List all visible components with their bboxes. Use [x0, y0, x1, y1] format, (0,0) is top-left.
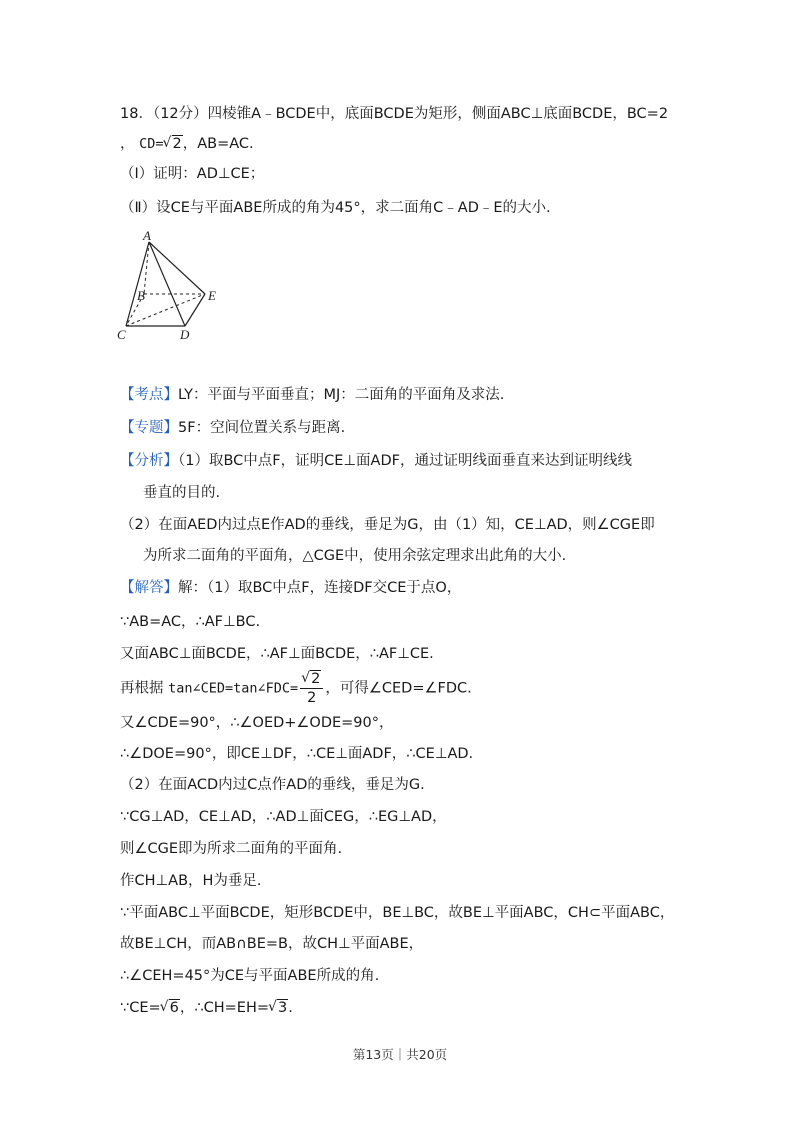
step-13-b: ，∴CH=EH=: [179, 1000, 270, 1016]
step-8: 则∠CGE即为所求二面角的平面角.: [120, 841, 343, 857]
edge-de: [185, 294, 205, 326]
problem-line-2-post: ，AB=AC.: [182, 136, 254, 152]
jieda-tag: 【解答】: [120, 580, 178, 596]
cd-radicand: 2: [172, 136, 182, 152]
edge-ae: [149, 242, 205, 294]
zhuanti-tag: 【专题】: [120, 420, 178, 436]
cd-sqrt: [164, 134, 183, 154]
step-3-expr: tan∠CED=tan∠FDC=: [168, 680, 299, 697]
problem-line-2-pre: ，: [120, 136, 135, 152]
zhuanti-line: [120, 418, 345, 438]
step-9: 作CH⊥AB，H为垂足.: [120, 873, 262, 889]
step-6: （2）在面ACD内过C点作AD的垂线，垂足为G.: [120, 777, 425, 793]
part-1: （Ⅰ）证明：AD⊥CE；: [120, 166, 265, 182]
problem-line-2: [120, 134, 254, 154]
label-b: B: [137, 288, 145, 303]
sqrt6-radicand: 6: [169, 1000, 179, 1016]
sqrt2-over-2: [300, 670, 323, 707]
page-footer: 第13页｜共20页: [352, 1047, 448, 1062]
step-3: [120, 670, 472, 707]
step-4: 又∠CDE=90°，∴∠OED+∠ODE=90°，: [120, 715, 394, 731]
edge-ac: [126, 242, 149, 326]
frac-num-sqrt: [302, 670, 321, 688]
label-a: A: [143, 228, 151, 243]
edge-ad: [149, 242, 185, 326]
frac-den: 2: [307, 690, 317, 706]
frac-num-radicand: 2: [311, 671, 321, 687]
fenxi-text-1b: 垂直的目的.: [143, 485, 221, 501]
step-13-a: ∵CE=: [120, 1000, 161, 1016]
fenxi-line: [120, 451, 632, 471]
fenxi-text-1: （1）取BC中点F，证明CE⊥面ADF，通过证明线面垂直来达到证明线线: [178, 453, 632, 469]
zhuanti-text: 5F：空间位置关系与距离.: [178, 420, 346, 436]
step-5: ∴∠DOE=90°，即CE⊥DF，∴CE⊥面ADF，∴CE⊥AD.: [120, 746, 474, 762]
kaodian-text: LY：平面与平面垂直；MJ：二面角的平面角及求法.: [178, 387, 505, 403]
step-2: 又面ABC⊥面BCDE，∴AF⊥面BCDE，∴AF⊥CE.: [120, 646, 434, 662]
label-d: D: [180, 327, 190, 342]
step-12: ∴∠CEH=45°为CE与平面ABE所成的角.: [120, 968, 380, 984]
fenxi-text-2b: 为所求二面角的平面角，△CGE中，使用余弦定理求出此角的大小.: [143, 548, 567, 564]
step-1: ∵AB=AC，∴AF⊥BC.: [120, 614, 261, 630]
fenxi-tag: 【分析】: [120, 453, 178, 469]
step-11: 故BE⊥CH，而AB∩BE=B，故CH⊥平面ABE，: [120, 936, 424, 952]
part-2: （Ⅱ）设CE与平面ABE所成的角为45°，求二面角C﹣AD﹣E的大小.: [120, 200, 551, 216]
step-13-c: .: [288, 1000, 293, 1016]
kaodian-line: [120, 385, 504, 405]
fenxi-text-2: （2）在面AED内过点E作AD的垂线，垂足为G，由（1）知，CE⊥AD，则∠CGE即: [120, 517, 655, 533]
label-e: E: [208, 288, 216, 303]
step-3-pre: 再根据: [120, 680, 164, 697]
sqrt3: [269, 998, 288, 1018]
sqrt3-radicand: 3: [278, 1000, 288, 1016]
jieda-line: [120, 578, 461, 598]
step-7: ∵CG⊥AD，CE⊥AD，∴AD⊥面CEG，∴EG⊥AD，: [120, 809, 447, 825]
kaodian-tag: 【考点】: [120, 387, 178, 403]
step-3-post: ，可得∠CED=∠FDC.: [325, 680, 472, 697]
cd-label: CD=: [139, 136, 164, 152]
jieda-text: 解：（1）取BC中点F，连接DF交CE于点O，: [178, 580, 462, 596]
sqrt6: [161, 998, 180, 1018]
problem-line-1: 18．（12分）四棱锥A﹣BCDE中，底面BCDE为矩形，侧面ABC⊥底面BCDE，BC=2: [120, 106, 669, 122]
label-c: C: [117, 327, 126, 342]
pyramid-figure: [115, 228, 230, 346]
step-13: [120, 998, 293, 1018]
step-10: ∵平面ABC⊥平面BCDE，矩形BCDE中，BE⊥BC，故BE⊥平面ABC，CH⊂平面ABC，: [120, 905, 675, 921]
